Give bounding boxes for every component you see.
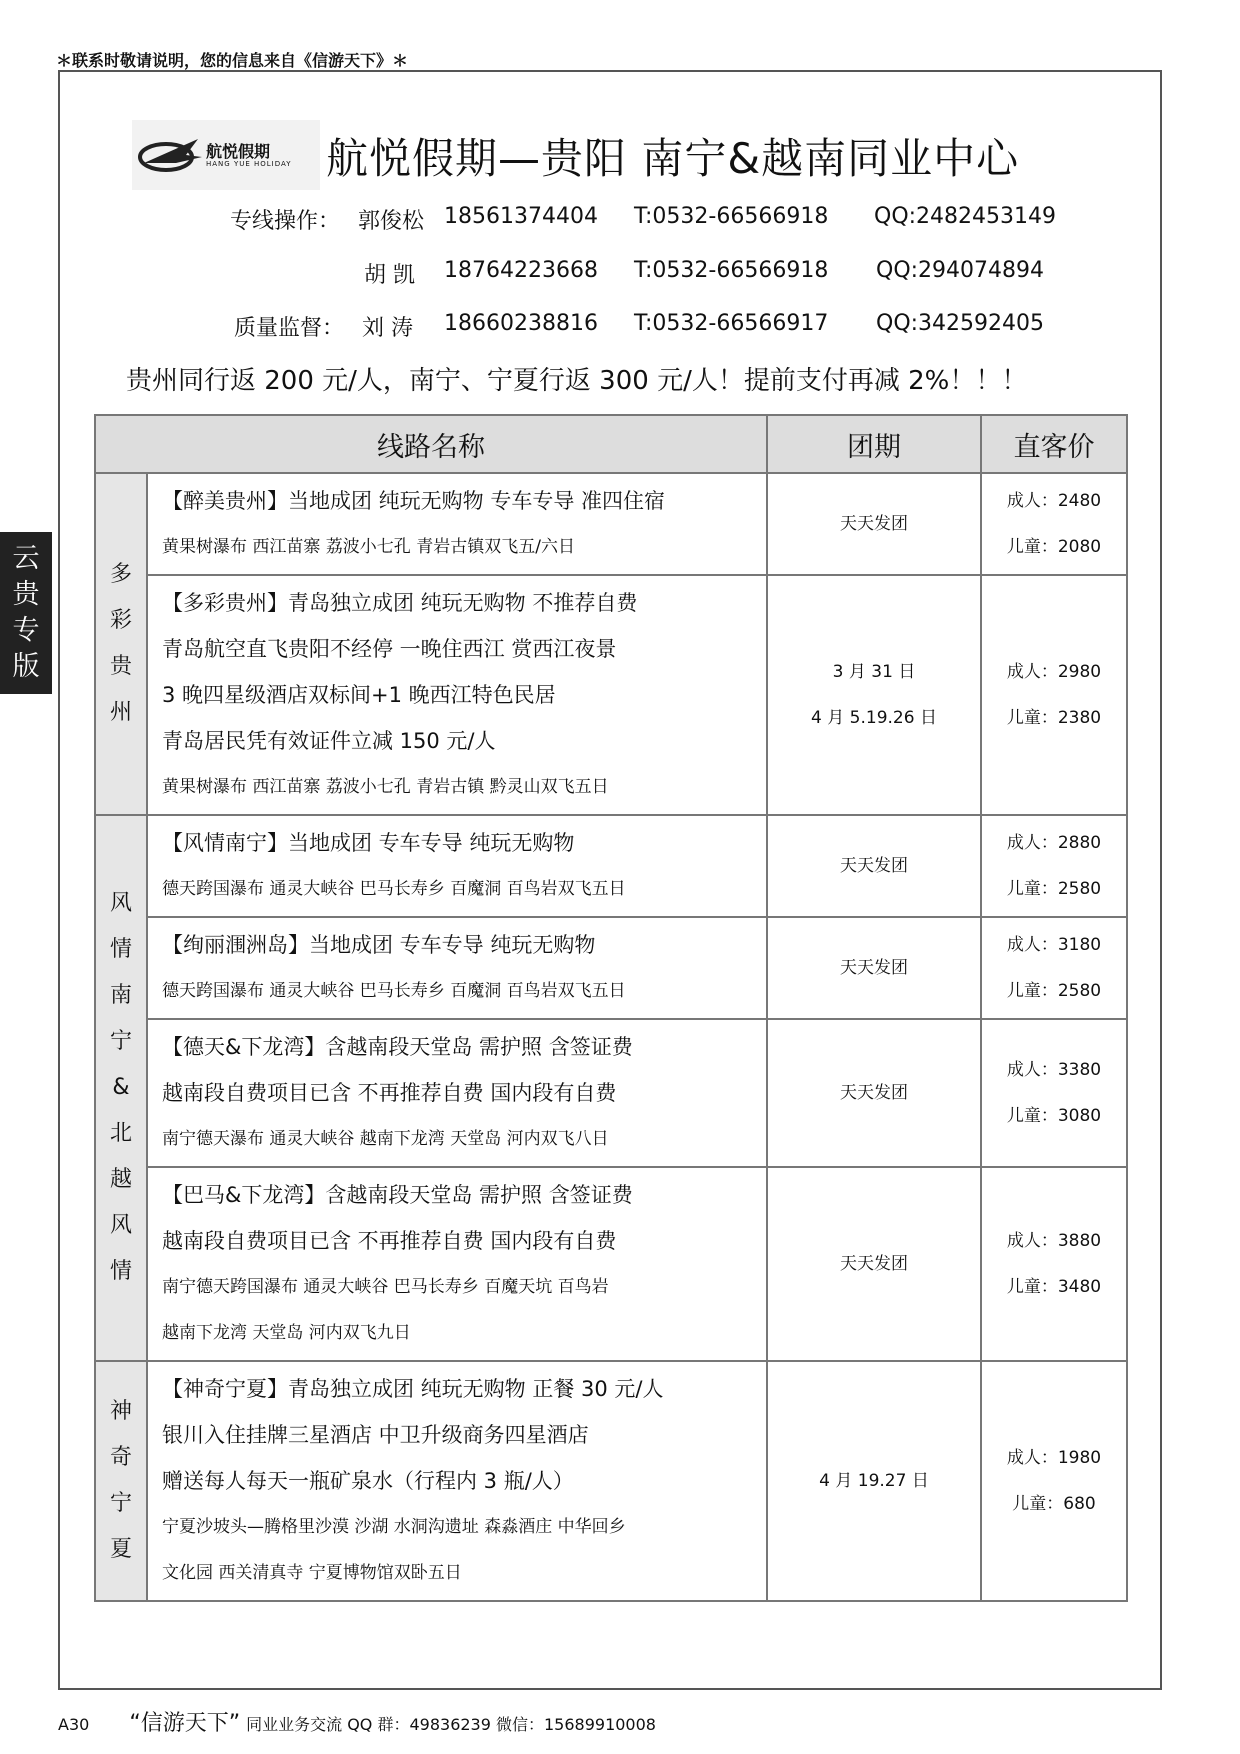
route-dates xyxy=(767,1361,981,1601)
route-price xyxy=(981,917,1127,1019)
table-row xyxy=(95,1167,1127,1361)
adult-price: 成人：2880 xyxy=(1006,833,1102,853)
group-label xyxy=(95,473,147,815)
date-line: 3 月 31 日 xyxy=(832,662,916,682)
contact-role: 质量监督： xyxy=(234,316,345,341)
group-char: 风 xyxy=(109,1213,132,1238)
company-logo xyxy=(132,120,320,190)
footer-contact: 同业业务交流 QQ 群：49836239 微信：15689910008 xyxy=(246,1715,656,1734)
group-char: 多 xyxy=(109,562,132,587)
side-tab-char: 贵 xyxy=(12,579,40,610)
route-spots: 南宁德天瀑布 通灵大峡谷 越南下龙湾 天堂岛 河内双飞八日 xyxy=(162,1129,609,1149)
group-char: 奇 xyxy=(109,1445,132,1470)
route-dates xyxy=(767,815,981,917)
contact-role: 专线操作： xyxy=(230,209,341,234)
group-char: & xyxy=(112,1075,130,1100)
logo-name: 航悦假期 xyxy=(206,141,271,161)
date-line: 天天发团 xyxy=(840,958,908,978)
date-line: 天天发团 xyxy=(840,1254,908,1274)
route-price xyxy=(981,575,1127,815)
contact-mobile: 18561374404 xyxy=(444,204,598,229)
table-row xyxy=(95,1019,1127,1167)
child-price: 儿童：3480 xyxy=(1006,1277,1102,1297)
route-line: 【巴马&下龙湾】含越南段天堂岛 需护照 含签证费 xyxy=(162,1183,633,1207)
group-char: 越 xyxy=(109,1167,132,1192)
child-price: 儿童：2080 xyxy=(1006,537,1102,557)
group-char: 彩 xyxy=(109,608,132,633)
group-char: 宁 xyxy=(109,1491,132,1516)
route-spots: 黄果树瀑布 西江苗寨 荔波小七孔 青岩古镇双飞五/六日 xyxy=(162,537,575,557)
date-line: 4 月 5.19.26 日 xyxy=(811,708,937,728)
date-line: 天天发团 xyxy=(840,1083,908,1103)
route-dates xyxy=(767,1019,981,1167)
header-price: 直客价 xyxy=(981,415,1127,473)
table-row xyxy=(95,1361,1127,1601)
route-dates xyxy=(767,1167,981,1361)
route-dates xyxy=(767,575,981,815)
date-line: 天天发团 xyxy=(840,856,908,876)
route-price xyxy=(981,1167,1127,1361)
route-line: 青岛居民凭有效证件立减 150 元/人 xyxy=(162,729,496,753)
plane-logo-icon xyxy=(136,133,206,177)
page-footer xyxy=(58,1706,656,1737)
group-char: 神 xyxy=(109,1399,132,1424)
header-dates: 团期 xyxy=(767,415,981,473)
child-price: 儿童：2380 xyxy=(1006,708,1102,728)
contact-name: 刘 涛 xyxy=(362,316,413,341)
side-tab-char: 云 xyxy=(12,543,40,574)
route-table xyxy=(94,414,1128,1602)
route-line: 【醉美贵州】当地成团 纯玩无购物 专车专导 准四住宿 xyxy=(162,489,666,513)
adult-price: 成人：2980 xyxy=(1006,662,1102,682)
route-spots: 越南下龙湾 天堂岛 河内双飞九日 xyxy=(162,1323,411,1343)
child-price: 儿童：2580 xyxy=(1006,981,1102,1001)
route-spots: 德天跨国瀑布 通灵大峡谷 巴马长寿乡 百魔洞 百鸟岩双飞五日 xyxy=(162,981,626,1001)
side-tab-char: 专 xyxy=(12,615,40,646)
child-price: 儿童：2580 xyxy=(1006,879,1102,899)
route-desc xyxy=(147,473,767,575)
route-line: 【绚丽涠洲岛】当地成团 专车专导 纯玩无购物 xyxy=(162,933,596,957)
table-row xyxy=(95,815,1127,917)
group-char: 州 xyxy=(109,700,132,725)
route-price xyxy=(981,815,1127,917)
table-row xyxy=(95,575,1127,815)
route-desc xyxy=(147,917,767,1019)
contact-mobile: 18764223668 xyxy=(444,258,598,283)
route-line: 3 晚四星级酒店双标间+1 晚西江特色民居 xyxy=(162,683,556,707)
route-desc xyxy=(147,1167,767,1361)
page-title: 航悦假期—贵阳 南宁&越南同业中心 xyxy=(326,134,1020,183)
promo-text: 贵州同行返 200 元/人，南宁、宁夏行返 300 元/人！提前支付再减 2%！！！ xyxy=(126,366,1028,396)
group-char: 宁 xyxy=(109,1029,132,1054)
table-row xyxy=(95,473,1127,575)
contact-qq: QQ:294074894 xyxy=(876,258,1045,283)
route-spots: 文化园 西关清真寺 宁夏博物馆双卧五日 xyxy=(162,1563,462,1583)
table-header-row xyxy=(95,415,1127,473)
date-line: 4 月 19.27 日 xyxy=(819,1471,929,1491)
route-desc xyxy=(147,575,767,815)
adult-price: 成人：3380 xyxy=(1006,1060,1102,1080)
route-line: 【多彩贵州】青岛独立成团 纯玩无购物 不推荐自费 xyxy=(162,591,638,615)
route-desc xyxy=(147,1019,767,1167)
route-spots: 南宁德天跨国瀑布 通灵大峡谷 巴马长寿乡 百魔天坑 百鸟岩 xyxy=(162,1277,609,1297)
logo-subtitle: HANG YUE HOLIDAY xyxy=(206,159,292,168)
contact-name: 郭俊松 xyxy=(358,209,425,234)
group-char: 情 xyxy=(109,1259,132,1284)
route-line: 银川入住挂牌三星酒店 中卫升级商务四星酒店 xyxy=(162,1423,589,1447)
child-price: 儿童：680 xyxy=(1012,1494,1096,1514)
contact-tel: T:0532-66566917 xyxy=(634,311,829,336)
adult-price: 成人：3880 xyxy=(1006,1231,1102,1251)
group-char: 北 xyxy=(109,1121,132,1146)
route-dates xyxy=(767,917,981,1019)
route-price xyxy=(981,1361,1127,1601)
notice-text: ＊联系时敬请说明，您的信息来自《信游天下》＊ xyxy=(56,51,409,70)
contact-qq: QQ:2482453149 xyxy=(874,204,1057,229)
route-line: 【风情南宁】当地成团 专车专导 纯玩无购物 xyxy=(162,831,575,855)
route-dates xyxy=(767,473,981,575)
adult-price: 成人：3180 xyxy=(1006,935,1102,955)
group-char: 贵 xyxy=(109,654,132,679)
group-char: 南 xyxy=(109,983,132,1008)
date-line: 天天发团 xyxy=(840,514,908,534)
contact-qq: QQ:342592405 xyxy=(876,311,1045,336)
route-spots: 黄果树瀑布 西江苗寨 荔波小七孔 青岩古镇 黔灵山双飞五日 xyxy=(162,777,609,797)
side-tab-char: 版 xyxy=(12,651,40,682)
table-row xyxy=(95,917,1127,1019)
route-desc xyxy=(147,815,767,917)
adult-price: 成人：2480 xyxy=(1006,491,1102,511)
group-label xyxy=(95,815,147,1361)
footer-brand: “信游天下” xyxy=(129,1711,241,1736)
contact-mobile: 18660238816 xyxy=(444,311,598,336)
group-char: 夏 xyxy=(109,1537,132,1562)
route-price xyxy=(981,473,1127,575)
child-price: 儿童：3080 xyxy=(1006,1106,1102,1126)
contact-tel: T:0532-66566918 xyxy=(634,204,829,229)
route-line: 越南段自费项目已含 不再推荐自费 国内段有自费 xyxy=(162,1081,617,1105)
contact-tel: T:0532-66566918 xyxy=(634,258,829,283)
page-number: A30 xyxy=(58,1715,90,1734)
route-line: 赠送每人每天一瓶矿泉水（行程内 3 瓶/人） xyxy=(162,1469,574,1493)
route-line: 青岛航空直飞贵阳不经停 一晚住西江 赏西江夜景 xyxy=(162,637,617,661)
route-line: 【神奇宁夏】青岛独立成团 纯玩无购物 正餐 30 元/人 xyxy=(162,1377,664,1401)
route-line: 【德天&下龙湾】含越南段天堂岛 需护照 含签证费 xyxy=(162,1035,633,1059)
route-desc xyxy=(147,1361,767,1601)
group-char: 情 xyxy=(109,937,132,962)
adult-price: 成人：1980 xyxy=(1006,1448,1102,1468)
route-spots: 宁夏沙坡头—腾格里沙漠 沙湖 水洞沟遗址 森淼酒庄 中华回乡 xyxy=(162,1517,626,1537)
contact-name: 胡 凯 xyxy=(364,263,415,288)
header-route-name: 线路名称 xyxy=(95,415,767,473)
group-char: 风 xyxy=(109,891,132,916)
route-price xyxy=(981,1019,1127,1167)
route-line: 越南段自费项目已含 不再推荐自费 国内段有自费 xyxy=(162,1229,617,1253)
side-tab xyxy=(0,532,52,694)
route-spots: 德天跨国瀑布 通灵大峡谷 巴马长寿乡 百魔洞 百鸟岩双飞五日 xyxy=(162,879,626,899)
group-label xyxy=(95,1361,147,1601)
